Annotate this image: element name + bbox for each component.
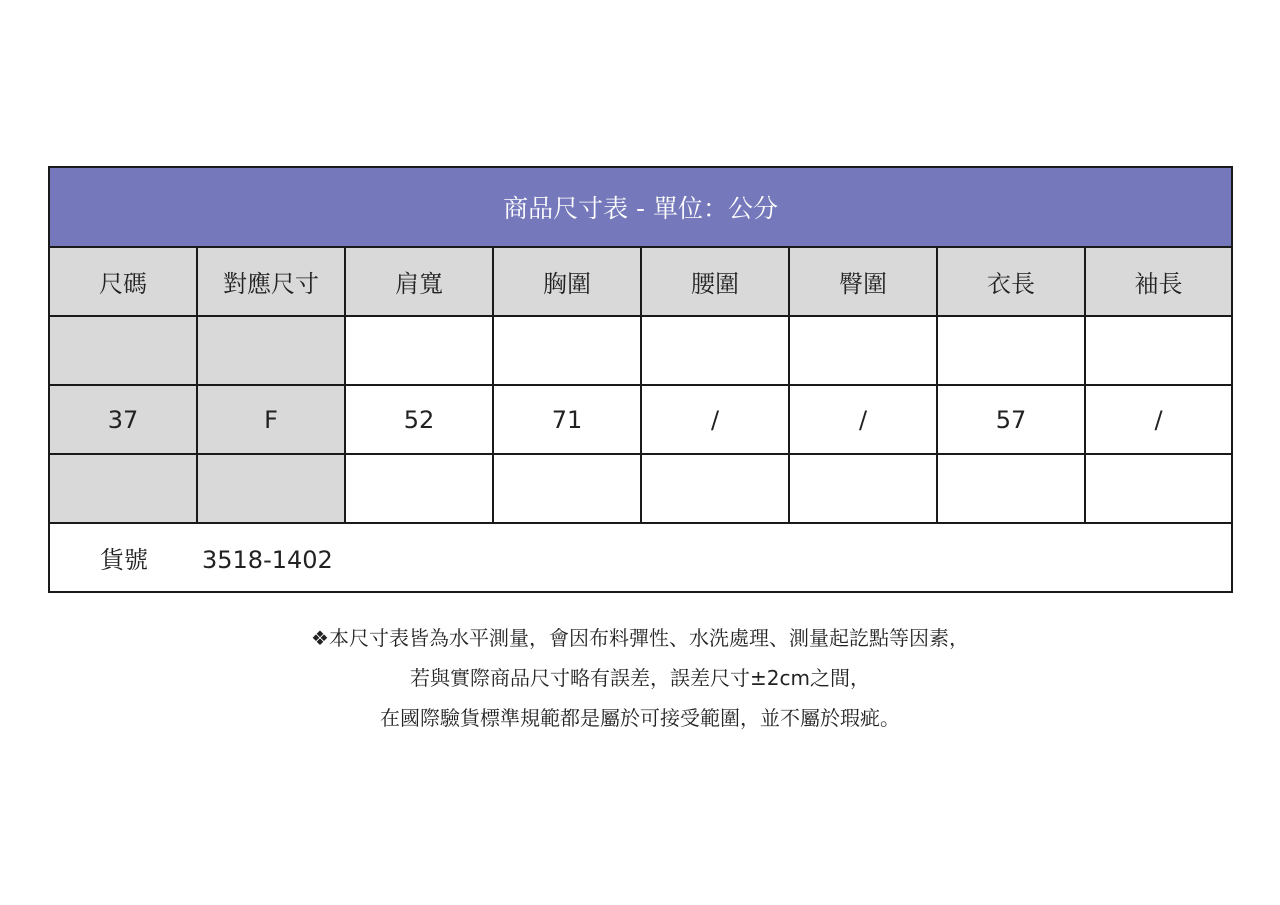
table-cell: / [641, 385, 789, 454]
table-cell: 37 [49, 385, 197, 454]
table-cell: / [789, 385, 937, 454]
table-cell [493, 454, 641, 523]
note-line: 在國際驗貨標準規範都是屬於可接受範圍，並不屬於瑕疵。 [380, 706, 900, 730]
table-cell [789, 454, 937, 523]
measurement-notes [0, 618, 1280, 738]
sku-cell [49, 523, 1232, 592]
size-chart-table [48, 166, 1233, 593]
header-waist: 腰圍 [641, 247, 789, 316]
table-cell [197, 316, 345, 385]
table-cell [937, 316, 1085, 385]
table-row [49, 385, 1232, 454]
table-cell: / [1085, 385, 1232, 454]
table-cell [641, 316, 789, 385]
table-cell [345, 454, 493, 523]
table-cell [789, 316, 937, 385]
note-line: 若與實際商品尺寸略有誤差，誤差尺寸±2cm之間， [410, 666, 870, 690]
table-cell: F [197, 385, 345, 454]
table-cell [49, 316, 197, 385]
sku-row [49, 523, 1232, 592]
header-shoulder-width: 肩寬 [345, 247, 493, 316]
table-cell [1085, 316, 1232, 385]
header-sleeve-length: 袖長 [1085, 247, 1232, 316]
table-row [49, 454, 1232, 523]
sku-value: 3518-1402 [202, 546, 333, 574]
header-row [49, 247, 1232, 316]
table-cell [1085, 454, 1232, 523]
header-corresponding-size: 對應尺寸 [197, 247, 345, 316]
table-cell [493, 316, 641, 385]
note-line: ❖本尺寸表皆為水平測量，會因布料彈性、水洗處理、測量起訖點等因素， [311, 626, 969, 650]
header-hip: 臀圍 [789, 247, 937, 316]
table-cell: 57 [937, 385, 1085, 454]
table-cell [197, 454, 345, 523]
table-cell: 71 [493, 385, 641, 454]
header-chest: 胸圍 [493, 247, 641, 316]
table-cell: 52 [345, 385, 493, 454]
header-length: 衣長 [937, 247, 1085, 316]
table-row [49, 316, 1232, 385]
sku-label: 貨號 [100, 546, 148, 574]
table-cell [641, 454, 789, 523]
table-cell [937, 454, 1085, 523]
header-size: 尺碼 [49, 247, 197, 316]
table-cell [49, 454, 197, 523]
table-title: 商品尺寸表 - 單位：公分 [49, 167, 1232, 247]
title-row [49, 167, 1232, 247]
table-cell [345, 316, 493, 385]
